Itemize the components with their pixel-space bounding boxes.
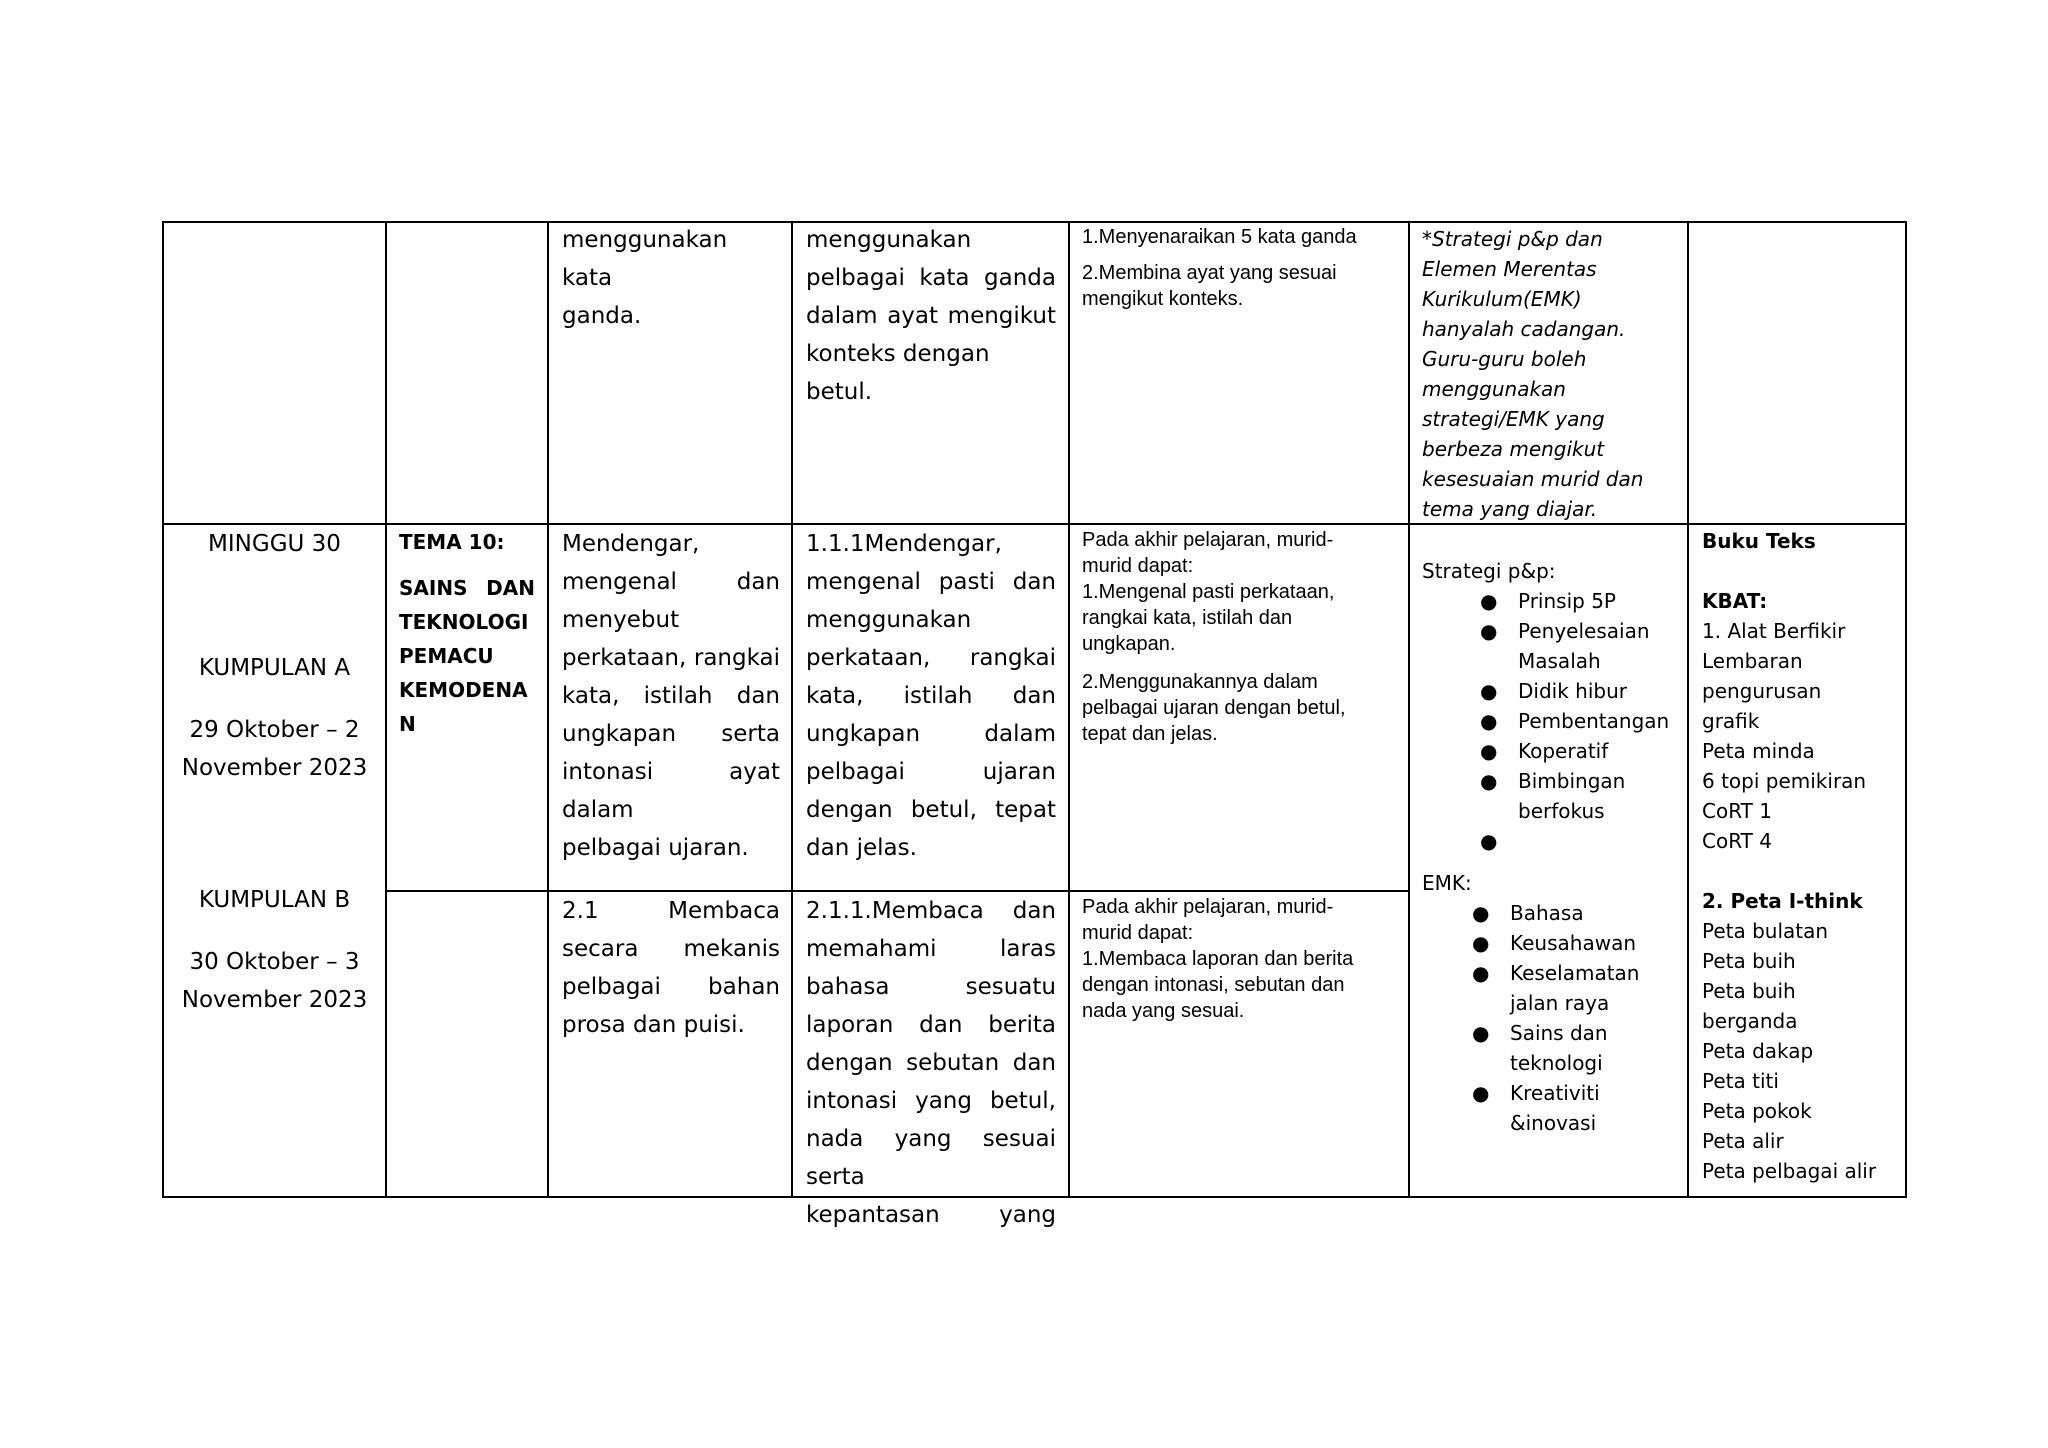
bullet-icon: ● [1480,709,1498,733]
ithink-item: Peta pokok [1702,1099,1812,1123]
text-line: memahami laras [806,936,1056,962]
row2-standard-pembelajaran [806,525,1056,867]
emk-list [1422,898,1692,1138]
bullet-icon: ● [1472,1021,1490,1045]
buku-teks-label: Buku Teks [1702,529,1816,553]
text-line: 2.1.1.Membaca dan [806,898,1056,924]
list-item: ● Pembentangan [1518,706,1692,736]
list-item: ● Prinsip 5P [1518,586,1692,616]
text-line: prosa dan puisi. [562,1012,745,1038]
text-line: kata, istilah dan [562,683,780,709]
text-line: Mendengar, [562,531,700,557]
text-line: kata, istilah dan [806,683,1056,709]
row1-standard-pembelajaran [806,221,1056,411]
bullet-icon: ● [1472,961,1490,985]
column-divider [385,221,387,1198]
list-item [1480,826,1692,856]
text-line: pelbagai kata ganda [806,265,1056,291]
text-line: dengan sebutan dan [806,1050,1056,1076]
text-line: kepantasan yang [806,1202,1056,1228]
row2-objektif [1082,527,1382,747]
objektif-item: 1.Membaca laporan dan berita dengan intonasi, sebutan dan nada yang sesuai. [1082,948,1354,1022]
text-line: perkataan, rangkai [562,645,780,671]
kumpulan-b-label: KUMPULAN B [198,887,351,913]
list-item: ● Bimbingan berfokus [1518,766,1692,826]
kbat-item: Peta minda [1702,739,1815,763]
list-item: ● Sains dan teknologi [1510,1018,1692,1078]
kbat-label: KBAT: [1702,589,1768,613]
text-line: dalam ayat mengikut [806,303,1056,329]
text-line: mengenal dan [562,569,780,595]
week-info [164,525,385,1019]
row3-standard-kandungan [562,892,780,1044]
row1-objektif [1082,224,1402,312]
bullet-icon: ● [1472,901,1490,925]
strategi-title: Strategi p&p: [1422,559,1556,583]
tema-label: TEMA 10: [399,530,505,554]
column-divider [547,221,549,1198]
row3-objektif [1082,894,1382,1024]
ithink-item: berganda [1702,1009,1798,1033]
objektif-intro: Pada akhir pelajaran, murid-murid dapat: [1082,896,1334,944]
bullet-icon: ● [1472,931,1490,955]
row2-standard-kandungan [562,525,780,867]
text-line: pelbagai ujaran. [562,835,749,861]
kbat-item: Lembaran [1702,649,1803,673]
bullet-icon: ● [1480,739,1498,763]
text-line: mengenal pasti dan [806,569,1056,595]
text-line: ganda. [562,303,642,329]
list-item: ● Didik hibur [1518,676,1692,706]
kbat-item: pengurusan [1702,679,1822,703]
kumpulan-b-date-1: 30 Oktober – 3 [189,949,360,975]
text-line: dan jelas. [806,835,917,861]
column-divider [791,221,793,1198]
kumpulan-a-label: KUMPULAN A [198,655,351,681]
text-line: pelbagai bahan [562,974,780,1000]
ithink-label: 2. Peta I-think [1702,889,1863,913]
ithink-item: Peta dakap [1702,1039,1814,1063]
list-item: ● Keusahawan [1510,928,1692,958]
tema-line: PEMACU [399,644,494,668]
text-line: menggunakan [806,227,972,253]
kumpulan-a-date-1: 29 Oktober – 2 [189,717,360,743]
objektif-item: 1.Menyenaraikan 5 kata ganda [1082,226,1357,248]
tema-cell [399,525,535,741]
kbat-item: CoRT 4 [1702,829,1772,853]
kbat-item: CoRT 1 [1702,799,1772,823]
list-item: ● Bahasa [1510,898,1692,928]
kumpulan-b-date-2: November 2023 [181,987,368,1013]
text-line: perkataan, rangkai [806,645,1056,671]
ithink-item: Peta pelbagai alir [1702,1159,1877,1183]
text-line: konteks dengan betul. [806,341,990,405]
objektif-intro: Pada akhir pelajaran, murid-murid dapat: [1082,529,1334,577]
text-line: menggunakan kata [562,227,728,291]
bullet-icon: ● [1480,619,1498,643]
tema-line: SAINS DAN [399,576,535,600]
text-line: menyebut [562,607,680,633]
text-line: bahasa sesuatu [806,974,1056,1000]
column-divider [1068,221,1070,1198]
emk-title: EMK: [1422,871,1472,895]
bullet-icon: ● [1480,829,1498,853]
text-line: 1.1.1Mendengar, [806,531,1002,557]
ithink-item: Peta buih [1702,949,1796,973]
objektif-item: 2.Menggunakannya dalam pelbagai ujaran dengan betul, tepat dan jelas. [1082,671,1346,745]
kumpulan-a-date-2: November 2023 [181,755,368,781]
bullet-icon: ● [1472,1081,1490,1105]
text-line: ungkapan serta [562,721,780,747]
tema-line: TEKNOLOGI [399,610,529,634]
strategi-list [1422,586,1692,856]
row1-standard-kandungan [562,221,780,335]
minggu-label: MINGGU 30 [208,531,341,557]
text-line: intonasi yang betul, [806,1088,1056,1114]
ithink-item: Peta bulatan [1702,919,1829,943]
row1-note: *Strategi p&p dan Elemen Merentas Kurikulum(EMK) hanyalah cadangan. Guru-guru boleh menggunakan strategi/EMK yang berbeza mengikut kesesuaian murid dan tema yang diajar. [1422,227,1644,521]
objektif-item: 2.Membina ayat yang sesuai mengikut konteks. [1082,262,1337,310]
kbat-item: 1. Alat Berfikir [1702,619,1846,643]
text-line: dengan betul, tepat [806,797,1056,823]
list-item: ● Koperatif [1518,736,1692,766]
text-line: intonasi ayat dalam [562,759,780,823]
text-line: nada yang sesuai serta [806,1126,1056,1190]
list-item: ● Kreativiti &inovasi [1510,1078,1692,1138]
bullet-icon: ● [1480,589,1498,613]
bbm-cell [1702,526,1902,1186]
list-item: ● Keselamatan jalan raya [1510,958,1692,1018]
text-line: ungkapan dalam [806,721,1056,747]
ithink-item: Peta alir [1702,1129,1784,1153]
row3-standard-pembelajaran [806,892,1056,1234]
kbat-item: 6 topi pemikiran [1702,769,1867,793]
kbat-item: grafik [1702,709,1760,733]
bullet-icon: ● [1480,769,1498,793]
table-border-right [1905,221,1907,1198]
tema-line: N [399,712,416,736]
text-line: laporan dan berita [806,1012,1056,1038]
column-divider [1408,221,1410,1198]
text-line: 2.1 Membaca [562,898,780,924]
text-line: menggunakan [806,607,972,633]
ithink-item: Peta titi [1702,1069,1779,1093]
text-line: pelbagai ujaran [806,759,1056,785]
tema-line: KEMODENA [399,678,528,702]
objektif-item: 1.Mengenal pasti perkataan, rangkai kata, istilah dan ungkapan. [1082,581,1335,655]
bullet-icon: ● [1480,679,1498,703]
text-line: secara mekanis [562,936,780,962]
ithink-item: Peta buih [1702,979,1796,1003]
list-item: ● Penyelesaian Masalah [1518,616,1692,676]
strategi-cell [1422,556,1692,1138]
